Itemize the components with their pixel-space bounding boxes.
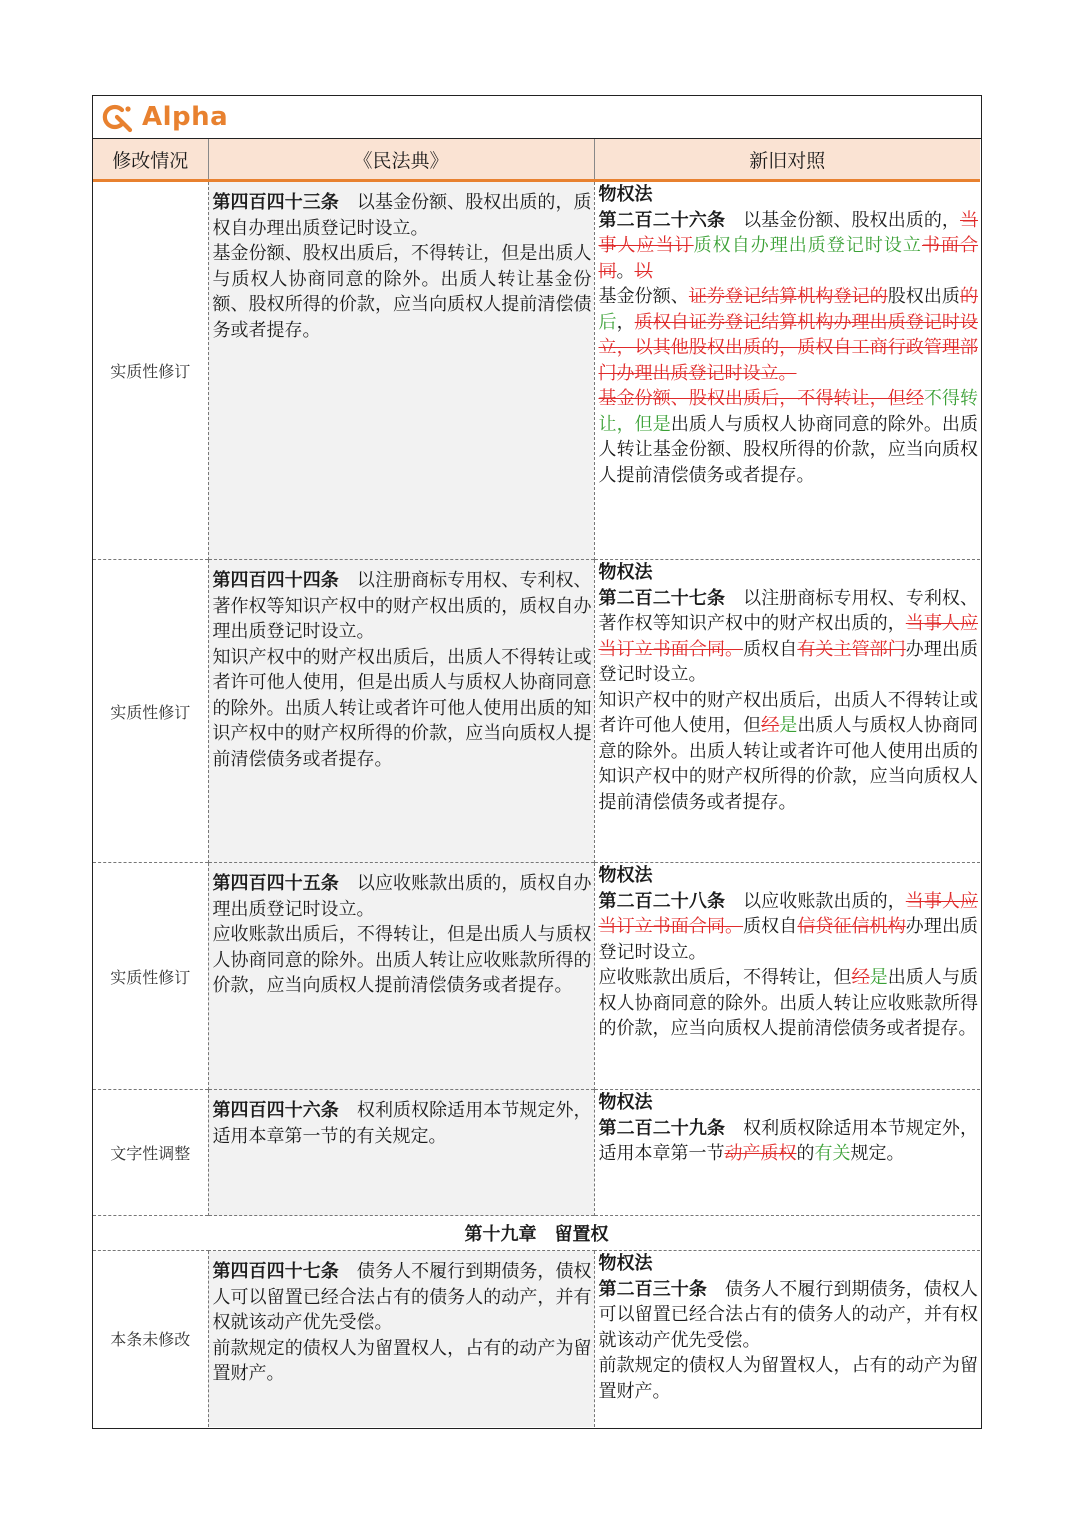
old-law-paragraph [599, 386, 979, 488]
chapter-heading-row [93, 1216, 980, 1251]
table-header [93, 139, 980, 181]
civil-code-text: 知识产权中的财产权出质后，出质人不得转让或者许可他人使用，但是出质人与质权人协商同意的除外。出质人转让或者许可他人使用出质的知识产权中的财产权所得的价款，应当向质权人提前清偿债务或者提存。 [212, 646, 592, 770]
civil-code-cell [208, 863, 594, 1090]
civil-code-paragraph [213, 645, 592, 773]
header-status: 修改情况 [93, 139, 208, 181]
old-law-paragraph [599, 586, 979, 688]
table-row [93, 181, 980, 560]
chapter-title: 第十九章 留置权 [93, 1216, 980, 1251]
old-law-paragraph [599, 889, 979, 966]
deleted-text: 有关主管部门 [797, 638, 906, 660]
old-law-name: 物权法 [598, 184, 653, 205]
civil-code-cell [208, 181, 594, 560]
article-number: 第四百四十三条 [212, 192, 339, 213]
deleted-text: 以 [634, 260, 653, 282]
old-article-number: 第二百二十八条 [598, 890, 726, 912]
added-text: 后 [598, 311, 617, 333]
deleted-text: 书面合同 [598, 235, 979, 282]
civil-code-paragraph [213, 922, 592, 999]
old-law-name: 物权法 [598, 562, 653, 583]
civil-code-paragraph [213, 1336, 592, 1387]
deleted-text: 证券登记结算机构登记的 [688, 286, 888, 307]
comparison-cell [594, 181, 980, 560]
comparison-cell [594, 560, 980, 863]
old-article-number: 第二百二十九条 [598, 1117, 726, 1139]
brand-name: Alpha [142, 102, 229, 132]
civil-code-text: 前款规定的债权人为留置权人，占有的动产为留置财产。 [212, 1337, 592, 1384]
header-civil-code: 《民法典》 [208, 139, 594, 181]
unchanged-text: 办理出质登记时设立。 [598, 638, 979, 685]
civil-code-paragraph [213, 568, 592, 645]
added-text: 不得转让，但是 [598, 388, 979, 435]
civil-code-text: 以注册商标专用权、专利权、著作权等知识产权中的财产权出质的，质权自办理出质登记时设立。 [212, 570, 592, 642]
unchanged-text: 应收账款出质后，不得转让，但 [598, 967, 852, 988]
document-frame [92, 95, 982, 1429]
modification-status: 实质性修订 [93, 560, 208, 863]
unchanged-text: 知识产权中的财产权出质后，出质人不得转让或者许可他人使用，但 [598, 689, 978, 736]
deleted-text: 当事人应当订立书面合同。 [598, 613, 979, 660]
deleted-text: 动产质权 [724, 1143, 797, 1164]
unchanged-text: 办理出质登记时设立。 [598, 916, 979, 963]
table-row [93, 1251, 980, 1427]
old-law-paragraph [599, 965, 979, 1042]
added-text: 是 [779, 715, 798, 736]
article-number: 第四百四十四条 [212, 570, 339, 591]
deleted-text: 信贷征信机构 [797, 916, 906, 937]
civil-code-paragraph [213, 871, 592, 922]
unchanged-text: ， [616, 311, 635, 333]
article-number: 第四百四十五条 [212, 873, 339, 894]
comparison-table [93, 139, 980, 1427]
old-law-paragraph [599, 1277, 979, 1354]
deleted-text: 经 [851, 967, 870, 988]
unchanged-text: 出质人与质权人协商同意的除外。出质人转让或者许可他人使用出质的知识产权中的财产权所得的价款，应当向质权人提前清偿债务或者提存。 [598, 715, 979, 813]
civil-code-text: 以基金份额、股权出质的，质权自办理出质登记时设立。 [212, 192, 592, 239]
unchanged-text: 股权出质 [887, 286, 961, 307]
added-text: 质权自办理出质登记时设立 [693, 235, 922, 256]
article-number: 第四百四十六条 [212, 1100, 339, 1121]
unchanged-text: 以注册商标专用权、专利权、著作权等知识产权中的财产权出质的， [598, 587, 979, 634]
unchanged-text: 的 [796, 1143, 815, 1164]
civil-code-paragraph [213, 190, 592, 241]
unchanged-text: 出质人与质权人协商同意的除外。出质人转让基金份额、股权所得的价款，应当向质权人提前清偿债务或者提存。 [598, 413, 979, 486]
civil-code-text: 以应收账款出质的，质权自办理出质登记时设立。 [212, 873, 592, 920]
old-article-number: 第二百三十条 [598, 1278, 707, 1300]
old-article-number: 第二百二十七条 [598, 587, 726, 609]
civil-code-text: 债务人不履行到期债务，债权人可以留置已经合法占有的债务人的动产，并有权就该动产优先受偿。 [212, 1261, 592, 1333]
unchanged-text: 权利质权除适用本节规定外，适用本章第一节 [598, 1117, 979, 1164]
deleted-text: 基金份额、股权出质后，不得转让，但经 [598, 388, 924, 409]
old-law-name: 物权法 [598, 865, 653, 886]
unchanged-text: 规定。 [850, 1143, 905, 1164]
table-row [93, 863, 980, 1090]
deleted-text: 的 [960, 286, 979, 307]
civil-code-cell [208, 1251, 594, 1427]
civil-code-cell [208, 1090, 594, 1216]
brand-bar [93, 96, 981, 139]
alpha-logo-icon [101, 101, 133, 133]
table-row [93, 560, 980, 863]
unchanged-text: 基金份额、 [598, 286, 689, 307]
old-law-paragraph [599, 208, 979, 285]
civil-code-paragraph [213, 241, 592, 343]
unchanged-text: 前款规定的债权人为留置权人，占有的动产为留置财产。 [598, 1355, 978, 1402]
comparison-cell [594, 863, 980, 1090]
unchanged-text: 出质人与质权人协商同意的除外。出质人转让应收账款所得的价款，应当向质权人提前清偿债务或者提存。 [598, 967, 979, 1039]
unchanged-text: 以应收账款出质的， [743, 890, 906, 912]
modification-status: 实质性修订 [93, 863, 208, 1090]
brand-logo [101, 101, 228, 133]
civil-code-text: 应收账款出质后，不得转让，但是出质人与质权人协商同意的除外。出质人转让应收账款所得的价款，应当向质权人提前清偿债务或者提存。 [212, 924, 592, 996]
deleted-text: 当事人应当订 [598, 209, 979, 256]
civil-code-cell [208, 560, 594, 863]
added-text: 有关 [814, 1143, 851, 1164]
old-law-paragraph [599, 688, 979, 816]
civil-code-paragraph [213, 1259, 592, 1336]
comparison-cell [594, 1251, 980, 1427]
deleted-text: 经 [761, 715, 780, 736]
old-law-name: 物权法 [598, 1253, 653, 1274]
added-text: 是 [869, 967, 888, 988]
unchanged-text: 质权自 [743, 638, 798, 660]
modification-status: 文字性调整 [93, 1090, 208, 1216]
old-law-paragraph [599, 1116, 979, 1167]
civil-code-paragraph [213, 1098, 592, 1149]
article-number: 第四百四十七条 [212, 1261, 339, 1282]
old-article-number: 第二百二十六条 [598, 209, 726, 231]
civil-code-text: 基金份额、股权出质后，不得转让，但是出质人与质权人协商同意的除外。出质人转让基金份额、股权所得的价款，应当向质权人提前清偿债务或者提存。 [212, 243, 592, 341]
unchanged-text: 。 [616, 260, 635, 282]
modification-status: 实质性修订 [93, 181, 208, 560]
civil-code-text: 权利质权除适用本节规定外，适用本章第一节的有关规定。 [212, 1100, 592, 1147]
old-law-name: 物权法 [598, 1092, 653, 1113]
unchanged-text: 质权自 [743, 916, 798, 937]
deleted-text: 质权自证券登记结算机构办理出质登记时设立，以其他股权出质的，质权自工商行政管理部门办理出质登记时设立。 [598, 311, 979, 384]
deleted-text: 当事人应当订立书面合同。 [598, 890, 979, 937]
comparison-cell [594, 1090, 980, 1216]
unchanged-text: 以基金份额、股权出质的， [743, 209, 961, 231]
old-law-paragraph [599, 284, 979, 386]
table-row [93, 1090, 980, 1216]
unchanged-text: 债务人不履行到期债务，债权人可以留置已经合法占有的债务人的动产，并有权就该动产优先受偿。 [598, 1278, 979, 1351]
header-comparison: 新旧对照 [594, 139, 980, 181]
old-law-paragraph [599, 1353, 979, 1404]
modification-status: 本条未修改 [93, 1251, 208, 1427]
